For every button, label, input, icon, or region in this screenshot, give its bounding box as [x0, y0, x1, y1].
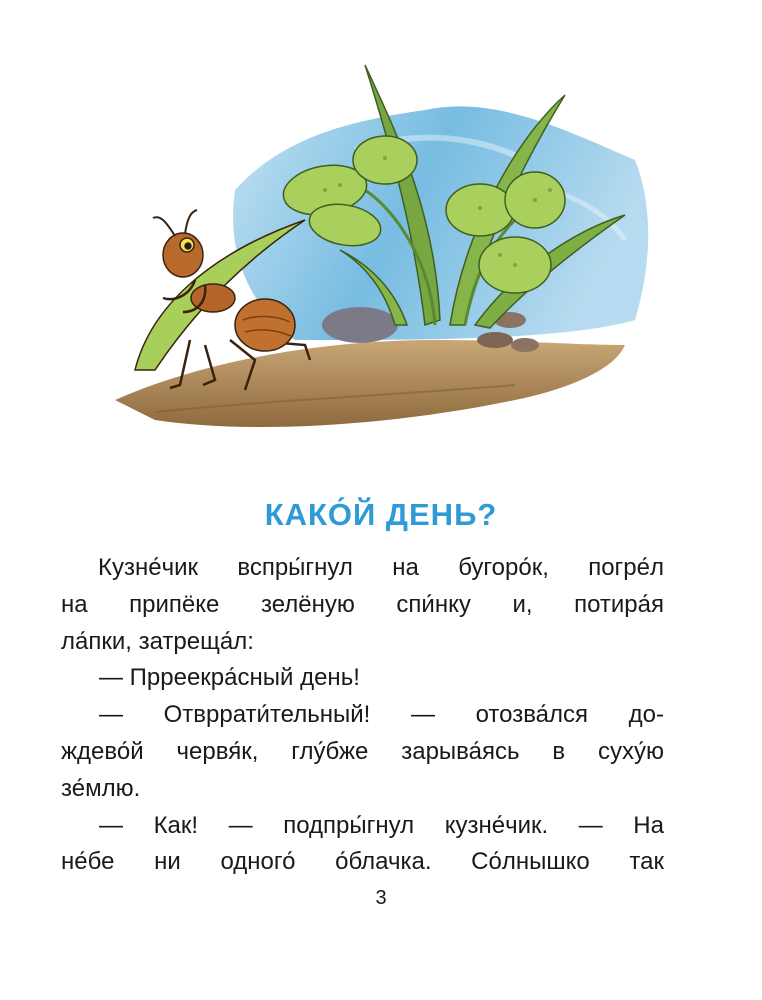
text-line: ла́пки, затреща́л: [61, 627, 254, 655]
story-title: КАКО́Й ДЕНЬ? [264, 497, 498, 532]
page-number: 3 [375, 887, 387, 909]
text-line: — Прреекра́сный день! [99, 664, 360, 692]
text-line: — Как! — подпры́гнул кузне́чик. — На [99, 811, 664, 839]
stone [322, 307, 398, 343]
text-line: — Отвррати́тельный! — отозва́лся до- [99, 701, 664, 729]
text-line: Кузне́чик вспры́гнул на бугоро́к, погре́л [98, 554, 664, 581]
text-line: на припёке зелёную спи́нку и, потира́я [61, 590, 664, 618]
ground [115, 340, 625, 427]
text-line: ждево́й червя́к, глу́бже зарыва́ясь в суху́ю [61, 737, 664, 765]
ant-and-grasshopper-illustration [95, 40, 665, 440]
text-line: зе́млю. [61, 774, 141, 802]
story-text [61, 550, 664, 881]
text-line: не́бе ни одного́ о́блачка. Со́лнышко так [61, 848, 664, 876]
